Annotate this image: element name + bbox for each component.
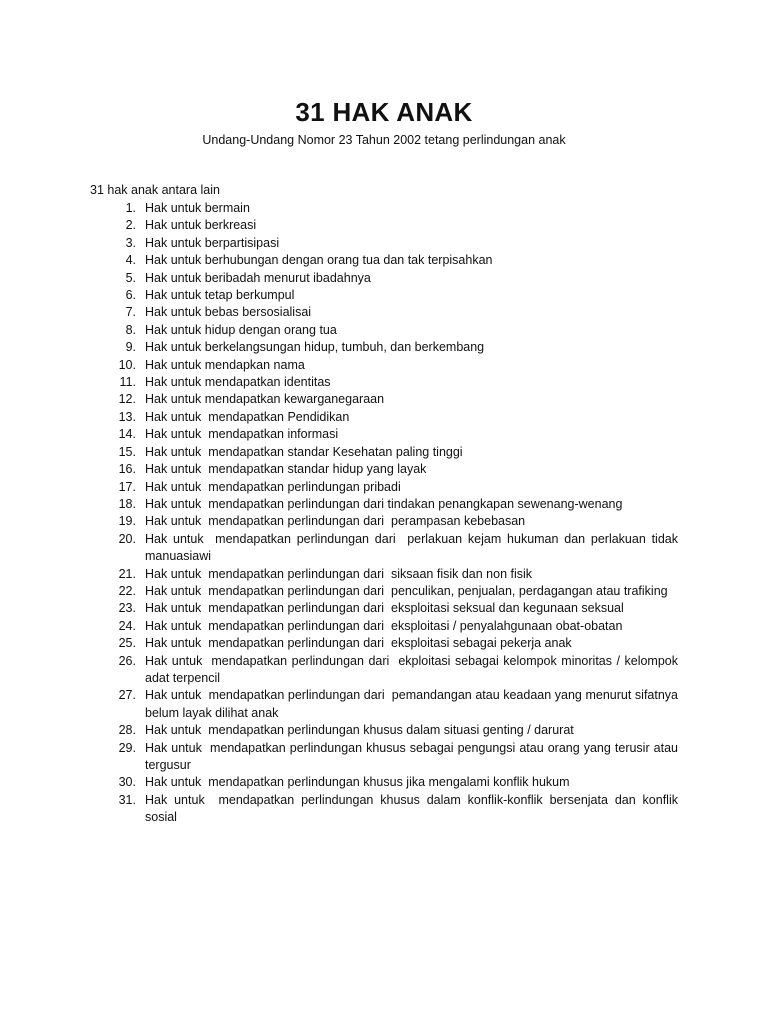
list-item-number: 1. bbox=[125, 201, 136, 215]
list-item-text: Hak untuk berkelangsungan hidup, tumbuh, dan berkembang bbox=[145, 340, 485, 355]
list-item-number: 27. bbox=[118, 688, 136, 703]
list-item bbox=[90, 531, 682, 566]
list-item-text: Hak untuk mendapatkan perlindungan dari eksploitasi sebagai pekerja anak bbox=[145, 636, 572, 651]
list-item-number: 16. bbox=[118, 462, 136, 477]
document-title: 31 HAK ANAK bbox=[295, 97, 473, 127]
list-item-text: Hak untuk tetap berkumpul bbox=[145, 288, 295, 303]
list-item-number: 7. bbox=[125, 305, 136, 320]
list-item bbox=[90, 600, 678, 617]
list-item-text: Hak untuk mendapatkan perlindungan dari tindakan penangkapan sewenang-wenang bbox=[145, 496, 623, 511]
list-item bbox=[90, 618, 678, 635]
list-item-number: 19. bbox=[118, 514, 136, 529]
list-item-text: Hak untuk berkreasi bbox=[145, 218, 257, 233]
list-item bbox=[90, 792, 682, 827]
list-item-number: 21. bbox=[118, 566, 136, 581]
list-item-number: 11. bbox=[119, 375, 136, 390]
list-item-text: Hak untuk mendapatkan identitas bbox=[145, 375, 331, 390]
list-item-text: Hak untuk bebas bersosialisai bbox=[145, 305, 312, 320]
list-item bbox=[90, 287, 678, 304]
list-item-number: 2. bbox=[125, 218, 136, 233]
list-item-number: 23. bbox=[118, 601, 136, 616]
list-item-number: 22. bbox=[118, 583, 136, 598]
list-item-text: Hak untuk mendapatkan perlindungan dari siksaan fisik dan non fisik bbox=[145, 566, 533, 581]
list-item bbox=[90, 426, 678, 443]
list-item-text: Hak untuk mendapkan nama bbox=[145, 357, 305, 372]
list-item-number: 15. bbox=[118, 444, 136, 459]
list-item bbox=[90, 357, 678, 374]
list-item-text: Hak untuk bermain bbox=[145, 201, 250, 215]
list-item-text: Hak untuk mendapatkan perlindungan dari penculikan, penjualan, perdagangan atau trafiking bbox=[145, 583, 668, 598]
list-item-number: 10. bbox=[118, 357, 136, 372]
list-item-text: Hak untuk mendapatkan perlindungan khusus sebagai pengungsi atau orang yang terusir atau tergusur bbox=[145, 740, 682, 772]
list-item-text: Hak untuk mendapatkan perlindungan pribadi bbox=[145, 479, 401, 494]
list-item bbox=[90, 200, 678, 217]
list-item-text: Hak untuk mendapatkan Pendidikan bbox=[145, 409, 350, 424]
list-item-text: Hak untuk beribadah menurut ibadahnya bbox=[145, 270, 371, 285]
list-item-text: Hak untuk hidup dengan orang tua bbox=[145, 322, 337, 337]
list-item-number: 9. bbox=[125, 340, 136, 355]
list-item-text: Hak untuk mendapatkan perlindungan dari ekploitasi sebagai kelompok minoritas / kelompok adat terpencil bbox=[145, 653, 682, 685]
list-item-number: 13. bbox=[118, 409, 136, 424]
list-item bbox=[90, 687, 682, 722]
list-item-text: Hak untuk mendapatkan perlindungan dari eksploitasi / penyalahgunaan obat-obatan bbox=[145, 618, 623, 633]
list-item-text: Hak untuk berhubungan dengan orang tua dan tak terpisahkan bbox=[145, 253, 493, 268]
list-item-text: Hak untuk berpartisipasi bbox=[145, 235, 280, 250]
document-subtitle: Undang-Undang Nomor 23 Tahun 2002 tetang perlindungan anak bbox=[202, 133, 566, 147]
list-item-text: Hak untuk mendapatkan perlindungan dari perampasan kebebasan bbox=[145, 514, 526, 529]
list-item bbox=[90, 235, 678, 252]
list-item-number: 12. bbox=[118, 392, 136, 407]
list-item-number: 17. bbox=[118, 479, 136, 494]
list-item bbox=[90, 774, 678, 791]
list-item bbox=[90, 322, 678, 339]
list-item bbox=[90, 566, 678, 583]
list-item bbox=[90, 722, 678, 739]
list-item-text: Hak untuk mendapatkan perlindungan dari pemandangan atau keadaan yang menurut sifatnya belum layak dilihat anak bbox=[145, 688, 682, 720]
list-item-text: Hak untuk mendapatkan perlindungan khusus dalam konflik-konflik bersenjata dan konflik sosial bbox=[145, 792, 682, 825]
list-item bbox=[90, 583, 678, 600]
list-item bbox=[90, 374, 678, 391]
rights-list bbox=[90, 200, 682, 827]
list-item-text: Hak untuk mendapatkan informasi bbox=[145, 427, 339, 442]
list-item bbox=[90, 270, 678, 287]
list-item bbox=[90, 479, 678, 496]
list-item-text: Hak untuk mendapatkan perlindungan khusus jika mengalami konflik hukum bbox=[145, 775, 570, 790]
list-item-text: Hak untuk mendapatkan standar Kesehatan paling tinggi bbox=[145, 444, 463, 459]
list-item-number: 3. bbox=[125, 235, 136, 250]
list-item-number: 28. bbox=[118, 723, 136, 738]
list-item-number: 31. bbox=[118, 792, 136, 807]
list-item-number: 30. bbox=[118, 775, 136, 790]
list-item-number: 18. bbox=[118, 496, 136, 511]
list-item-number: 29. bbox=[118, 740, 136, 755]
list-item-number: 26. bbox=[118, 653, 136, 668]
list-item bbox=[90, 496, 678, 513]
list-item-text: Hak untuk mendapatkan perlindungan dari eksploitasi seksual dan kegunaan seksual bbox=[145, 601, 624, 616]
list-item bbox=[90, 409, 678, 426]
list-item-number: 5. bbox=[125, 270, 136, 285]
list-item-number: 24. bbox=[118, 618, 136, 633]
list-item bbox=[90, 653, 682, 688]
list-item bbox=[90, 461, 678, 478]
list-item bbox=[90, 217, 678, 234]
list-item bbox=[90, 304, 678, 321]
list-item bbox=[90, 444, 678, 461]
list-item-text: Hak untuk mendapatkan kewarganegaraan bbox=[145, 392, 385, 407]
list-item bbox=[90, 339, 678, 356]
list-item-number: 4. bbox=[125, 253, 136, 268]
list-intro: 31 hak anak antara lain bbox=[90, 183, 220, 197]
list-item-number: 8. bbox=[125, 322, 136, 337]
list-item-number: 14. bbox=[118, 427, 136, 442]
list-item-number: 25. bbox=[118, 636, 136, 651]
list-item-text: Hak untuk mendapatkan standar hidup yang layak bbox=[145, 462, 427, 477]
list-item-text: Hak untuk mendapatkan perlindungan dari perlakuan kejam hukuman dan perlakuan tidak manuasiawi bbox=[145, 531, 682, 564]
list-item-text: Hak untuk mendapatkan perlindungan khusus dalam situasi genting / darurat bbox=[145, 723, 574, 738]
list-item bbox=[90, 635, 678, 652]
list-item bbox=[90, 513, 678, 530]
list-item bbox=[90, 252, 678, 269]
list-item bbox=[90, 740, 682, 775]
list-item bbox=[90, 391, 678, 408]
list-item-number: 20. bbox=[118, 531, 136, 546]
list-item-number: 6. bbox=[125, 288, 136, 303]
